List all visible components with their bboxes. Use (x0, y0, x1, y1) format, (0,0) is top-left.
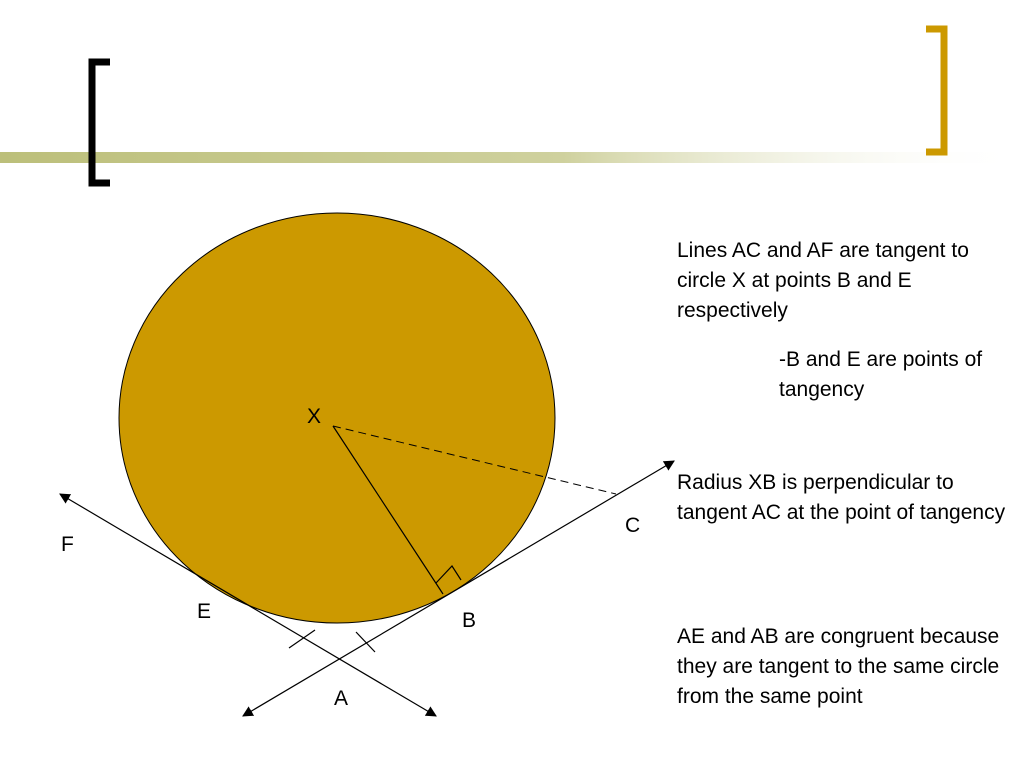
label-b: B (462, 609, 477, 632)
note-tangent-lines: Lines AC and AF are tangent to circle X at points B and E respectively (677, 239, 969, 322)
label-f: F (61, 533, 74, 556)
note-tangency-points: -B and E are points of tangency (779, 348, 983, 401)
label-e: E (197, 600, 212, 623)
left-bracket (92, 62, 110, 183)
label-a: A (334, 687, 349, 710)
label-c: C (625, 514, 641, 537)
circle-x (119, 213, 555, 623)
tick-mark-ae (289, 630, 315, 648)
note-congruent: AE and AB are congruent because they are tangent to the same circle from the same point (677, 625, 1000, 708)
header-bar (0, 152, 1024, 163)
right-bracket (926, 29, 944, 152)
tick-mark-ab (356, 632, 375, 652)
note-perpendicular: Radius XB is perpendicular to tangent AC at the point of tangency (677, 471, 1006, 524)
label-x: X (307, 405, 322, 428)
